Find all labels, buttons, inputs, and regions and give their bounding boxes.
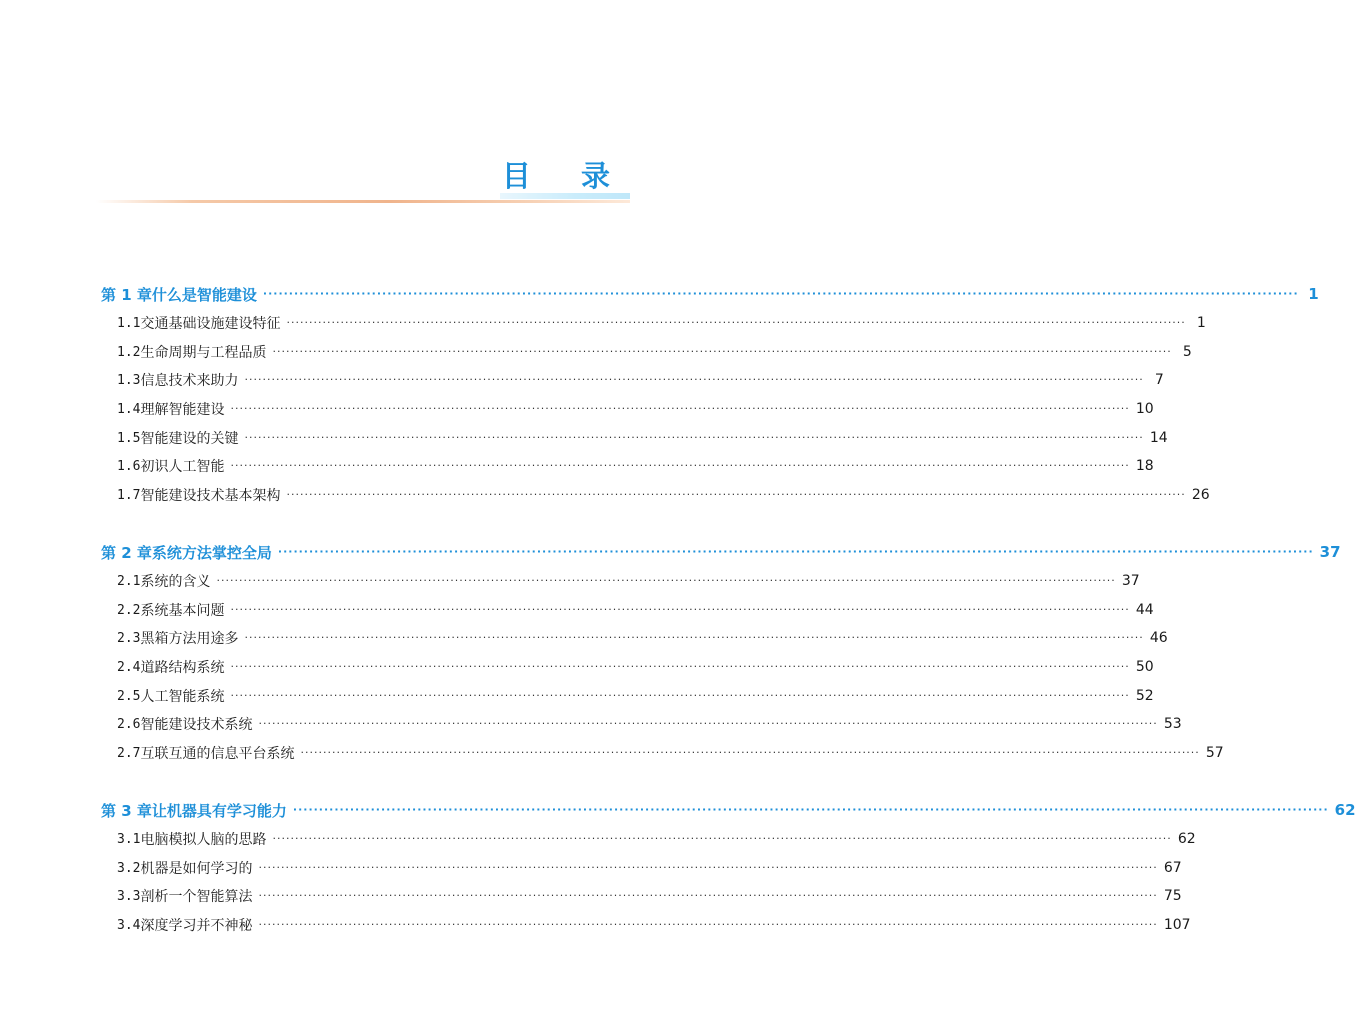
toc-section[interactable] — [117, 655, 1154, 679]
page-number: 1 — [1308, 285, 1319, 303]
toc-section[interactable] — [117, 856, 1182, 880]
section-number: 1.6 — [117, 458, 141, 474]
section-number: 1.4 — [117, 401, 141, 417]
page-number: 26 — [1191, 487, 1210, 503]
section-number: 3.2 — [117, 860, 141, 876]
leader-dots: ········································································································································································································ — [216, 574, 1116, 587]
toc-chapter-1[interactable] — [101, 282, 1319, 306]
toc-section[interactable] — [117, 483, 1210, 507]
leader-dots: ········································································································································································································ — [286, 488, 1186, 501]
section-title: 生命周期与工程品质 — [140, 345, 267, 361]
section-title: 机器是如何学习的 — [140, 861, 253, 877]
leader-dots: ········································································································································································································ — [258, 889, 1158, 902]
section-number: 1.5 — [117, 430, 141, 446]
page-number: 46 — [1149, 630, 1168, 646]
page-number: 1 — [1196, 315, 1206, 331]
page-number: 44 — [1135, 602, 1154, 618]
leader-dots: ········································································································································································································ — [300, 746, 1200, 759]
section-title: 人工智能系统 — [140, 689, 225, 705]
page-number: 37 — [1121, 573, 1140, 589]
section-number: 2.2 — [117, 602, 141, 618]
section-number: 2.4 — [117, 659, 141, 675]
leader-dots: ········································································································································································································ — [277, 545, 1314, 558]
page-number: 7 — [1154, 372, 1164, 388]
chapter-number: 第 3 章 — [101, 801, 152, 820]
section-title: 信息技术来助力 — [140, 373, 239, 389]
section-number: 2.6 — [117, 716, 141, 732]
section-title: 智能建设的关键 — [140, 431, 239, 447]
leader-dots: ········································································································································································································ — [292, 803, 1329, 816]
page-number: 53 — [1163, 716, 1182, 732]
toc-section[interactable] — [117, 397, 1154, 421]
leader-dots: ········································································································································································································ — [272, 345, 1172, 358]
section-title: 黑箱方法用途多 — [140, 631, 239, 647]
section-number: 1.2 — [117, 344, 141, 360]
chapter-title: 让机器具有学习能力 — [151, 801, 287, 820]
page-number: 62 — [1334, 801, 1356, 819]
section-title: 智能建设技术基本架构 — [140, 488, 281, 504]
section-number: 2.5 — [117, 688, 141, 704]
page-number: 18 — [1135, 458, 1154, 474]
section-number: 2.3 — [117, 630, 141, 646]
leader-dots: ········································································································································································································ — [230, 689, 1130, 702]
toc-section[interactable] — [117, 913, 1191, 937]
leader-dots: ········································································································································································································ — [230, 402, 1130, 415]
section-number: 1.7 — [117, 487, 141, 503]
toc-chapter-2[interactable] — [101, 540, 1341, 564]
page-number: 57 — [1205, 745, 1224, 761]
toc-section[interactable] — [117, 569, 1140, 593]
page-number: 75 — [1163, 888, 1182, 904]
section-number: 1.1 — [117, 315, 141, 331]
leader-dots: ········································································································································································································ — [230, 603, 1130, 616]
leader-dots: ········································································································································································································ — [244, 631, 1144, 644]
page-number: 67 — [1163, 860, 1182, 876]
leader-dots: ········································································································································································································ — [258, 717, 1158, 730]
leader-dots: ········································································································································································································ — [230, 459, 1130, 472]
section-number: 1.3 — [117, 372, 141, 388]
section-title: 系统的含义 — [140, 574, 211, 590]
leader-dots: ········································································································································································································ — [272, 832, 1172, 845]
leader-dots: ········································································································································································································ — [230, 660, 1130, 673]
page-number: 37 — [1319, 543, 1341, 561]
leader-dots: ········································································································································································································ — [258, 918, 1158, 931]
toc-section[interactable] — [117, 426, 1168, 450]
toc-section[interactable] — [117, 884, 1182, 908]
section-title: 理解智能建设 — [140, 402, 225, 418]
leader-dots: ········································································································································································································ — [286, 316, 1186, 329]
chapter-title: 系统方法掌控全局 — [151, 543, 272, 562]
toc-chapter-3[interactable] — [101, 798, 1356, 822]
section-number: 3.4 — [117, 917, 141, 933]
toc-section[interactable] — [117, 712, 1182, 736]
toc-section[interactable] — [117, 827, 1196, 851]
section-title: 交通基础设施建设特征 — [140, 316, 281, 332]
chapter-number: 第 1 章 — [101, 285, 152, 304]
section-number: 3.1 — [117, 831, 141, 847]
page-number: 52 — [1135, 688, 1154, 704]
page-number: 5 — [1182, 344, 1192, 360]
page-title: 目 录 — [501, 159, 630, 193]
chapter-number: 第 2 章 — [101, 543, 152, 562]
page-number: 107 — [1163, 917, 1191, 933]
section-number: 3.3 — [117, 888, 141, 904]
page-number: 10 — [1135, 401, 1154, 417]
section-title: 智能建设技术系统 — [140, 717, 253, 733]
page-number: 62 — [1177, 831, 1196, 847]
section-title: 互联互通的信息平台系统 — [140, 746, 295, 762]
page-number: 14 — [1149, 430, 1168, 446]
chapter-title: 什么是智能建设 — [151, 285, 257, 304]
toc-section[interactable] — [117, 368, 1164, 392]
section-title: 深度学习并不神秘 — [140, 918, 253, 934]
section-title: 道路结构系统 — [140, 660, 225, 676]
toc-section[interactable] — [117, 340, 1192, 364]
section-number: 2.7 — [117, 745, 141, 761]
section-title: 电脑模拟人脑的思路 — [140, 832, 267, 848]
toc-section[interactable] — [117, 454, 1154, 478]
leader-dots: ········································································································································································································ — [244, 431, 1144, 444]
leader-dots: ········································································································································································································ — [258, 861, 1158, 874]
toc-section[interactable] — [117, 684, 1154, 708]
section-number: 2.1 — [117, 573, 141, 589]
toc-section[interactable] — [117, 598, 1154, 622]
section-title: 剖析一个智能算法 — [140, 889, 253, 905]
toc-section[interactable] — [117, 741, 1224, 765]
toc-section[interactable] — [117, 626, 1168, 650]
section-title: 初识人工智能 — [140, 459, 225, 475]
leader-dots: ········································································································································································································ — [244, 373, 1144, 386]
toc-section[interactable] — [117, 311, 1206, 335]
page-number: 50 — [1135, 659, 1154, 675]
leader-dots: ········································································································································································································ — [262, 287, 1299, 300]
section-title: 系统基本问题 — [140, 603, 225, 619]
